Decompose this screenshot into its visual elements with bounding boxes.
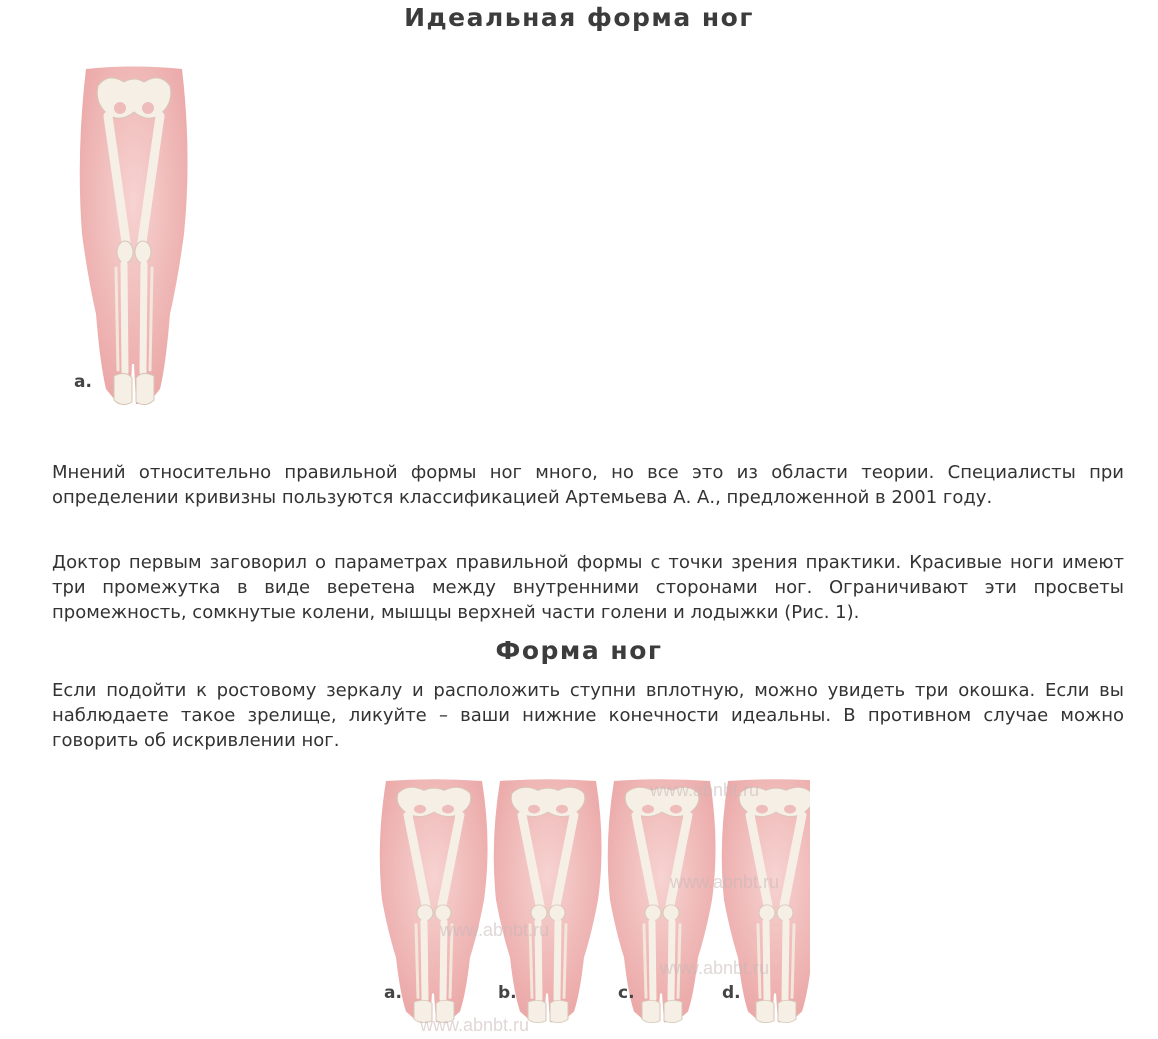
watermark: www.abnbt.ru bbox=[420, 1015, 530, 1034]
watermark: www.abnbt.ru bbox=[440, 920, 550, 940]
watermark: www.abnbt.ru bbox=[670, 872, 780, 892]
section-title: Форма ног bbox=[495, 636, 663, 665]
figure-label-c: c. bbox=[618, 983, 635, 1003]
watermark: www.abnbt.ru bbox=[660, 958, 770, 978]
figure-label-a: a. bbox=[74, 372, 92, 392]
watermark: www.abnbt.ru bbox=[650, 780, 760, 800]
paragraph-theory: Мнений относительно правильной формы ног много, но все это из области теории. Специалисты при определении кривизны пользуются классификацией Артемьева А. А., предложенной в 2001 году. bbox=[52, 462, 1124, 508]
leg-shapes-figure bbox=[370, 776, 810, 1039]
figure-label-a: a. bbox=[384, 983, 402, 1003]
figure-label-b: b. bbox=[498, 983, 517, 1003]
ideal-legs-figure bbox=[60, 62, 200, 437]
paragraph-artemyev: Доктор первым заговорил о параметрах правильной формы с точки зрения практики. Красивые ноги имеют три промежутка в виде веретена между внутренними сторонами ног. Ограничивают эти просветы промежность, сомкнутые колени, мышцы верхней части голени и лодыжки (Рис. 1). bbox=[52, 552, 1124, 623]
figure-label-d: d. bbox=[722, 983, 741, 1003]
page-title: Идеальная форма ног bbox=[404, 3, 754, 32]
paragraph-mirror-test: Если подойти к ростовому зеркалу и расположить ступни вплотную, можно увидеть три окошка. Если вы наблюдаете такое зрелище, ликуйте – ваши нижние конечности идеальны. В противном случае можно говорить об искривлении ног. bbox=[52, 680, 1124, 751]
